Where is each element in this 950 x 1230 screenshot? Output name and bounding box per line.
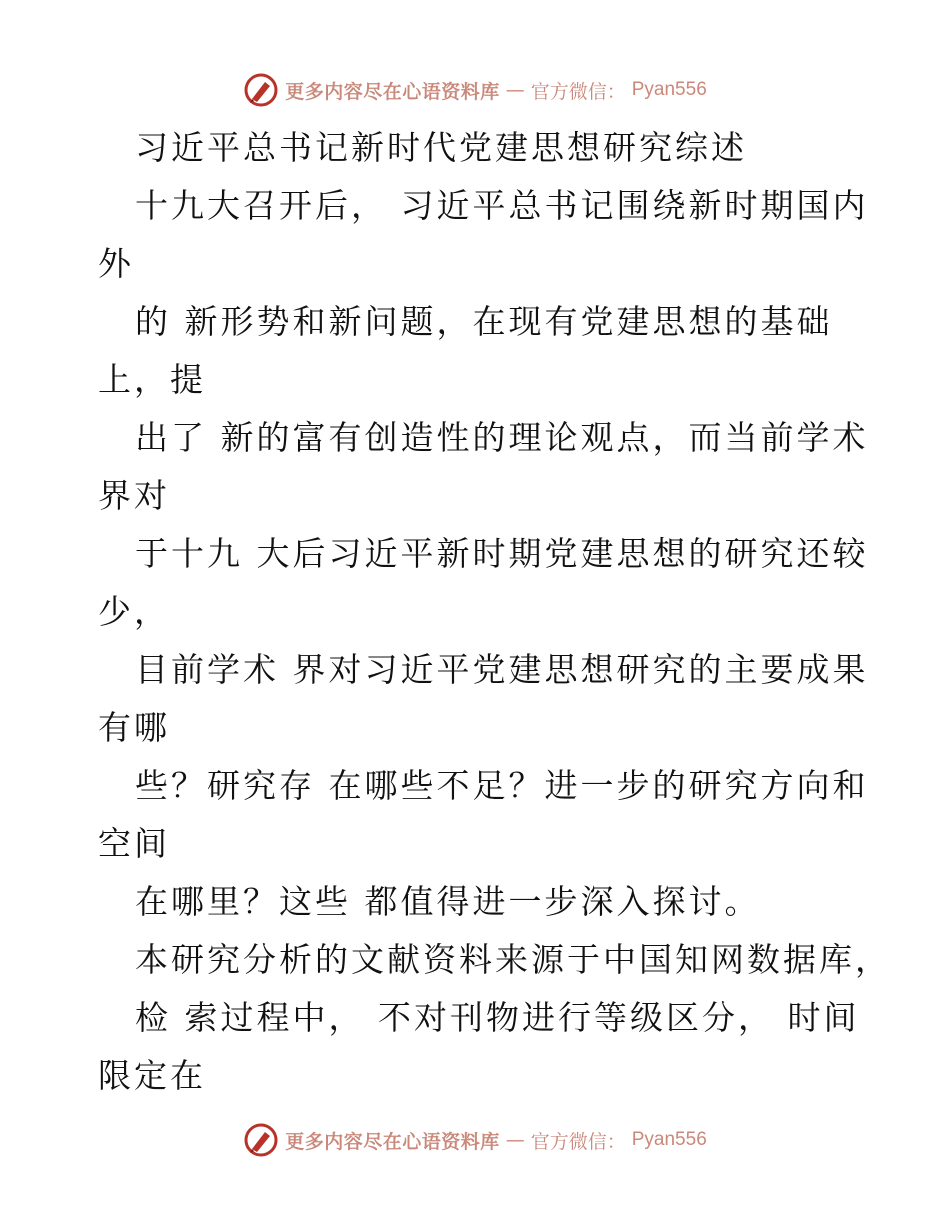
text-line: 在哪里？这些 都值得进一步深入探讨。 [135, 882, 761, 921]
text-line: 界对 [98, 476, 170, 515]
footer-banner [0, 1120, 950, 1160]
banner-wechat-label: 官方微信： [530, 80, 626, 103]
banner-wechat-label: 官方微信： [530, 1130, 626, 1153]
text-line: 出了 新的富有创造性的理论观点，而当前学术 [135, 418, 869, 457]
pen-logo-icon [243, 72, 279, 108]
banner-slogan: 更多内容尽在心语资料库 [285, 80, 500, 103]
document-title: 习近平总书记新时代党建思想研究综述 [135, 128, 747, 167]
text-line: 于十九 大后习近平新时期党建思想的研究还较 [135, 534, 869, 573]
text-line: 目前学术 界对习近平党建思想研究的主要成果 [135, 650, 869, 689]
banner-wechat-id: Pyan556 [631, 79, 707, 100]
text-line: 少， [98, 592, 170, 631]
header-banner [0, 70, 950, 110]
banner-slogan: 更多内容尽在心语资料库 [285, 1130, 500, 1153]
text-line: 外 [98, 244, 134, 283]
text-line: 本研究分析的文献资料来源于中国知网数据库， [135, 940, 891, 979]
text-line: 检 索过程中， 不对刊物进行等级区分， 时间 [135, 998, 860, 1037]
banner-wechat-id: Pyan556 [631, 1129, 707, 1150]
text-line: 十九大召开后， 习近平总书记围绕新时期国内 [135, 186, 869, 225]
text-line: 的 新形势和新问题，在现有党建思想的基础 [135, 302, 833, 341]
text-line: 空间 [98, 824, 170, 863]
text-line: 上，提 [98, 360, 206, 399]
banner-separator: — [505, 1129, 525, 1151]
text-line: 限定在 [98, 1056, 206, 1095]
pen-logo-icon [243, 1122, 279, 1158]
text-line: 些？研究存 在哪些不足？进一步的研究方向和 [135, 766, 869, 805]
text-line: 有哪 [98, 708, 170, 747]
banner-separator: — [505, 79, 525, 101]
